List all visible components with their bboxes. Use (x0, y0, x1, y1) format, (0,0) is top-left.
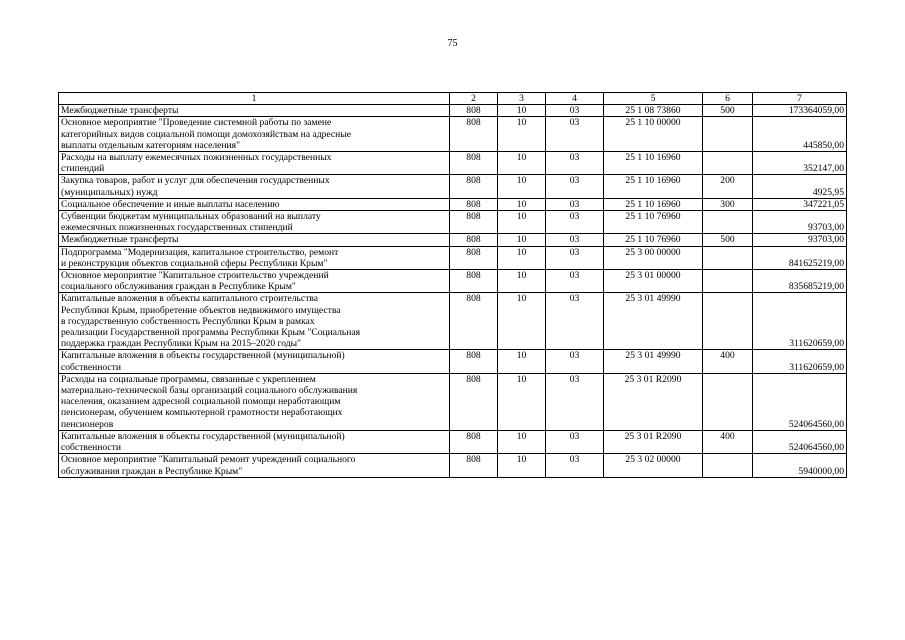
row-target-article-cell: 25 1 08 73860 (604, 105, 703, 117)
table-body (59, 93, 847, 478)
row-target-article-cell: 25 3 01 00000 (604, 270, 703, 293)
table-row (59, 454, 847, 477)
row-ministry-code-cell: 808 (450, 152, 498, 175)
row-section-cell: 10 (498, 246, 546, 269)
row-target-article-cell: 25 1 10 00000 (604, 117, 703, 152)
row-ministry-code-cell: 808 (450, 270, 498, 293)
table-row (59, 430, 847, 453)
table-row (59, 270, 847, 293)
row-amount-cell: 445850,00 (753, 117, 847, 152)
row-expense-type-cell (703, 211, 753, 234)
row-section-cell: 10 (498, 430, 546, 453)
header-cell-3: 3 (498, 93, 546, 105)
row-name-cell: Капитальные вложения в объекты капитального строительства Республики Крым, приобретение объектов недвижимого имущества в государственную собственность Республики Крым в рамках реализации Государственной программы Республики Крым "Социальная поддержка граждан Республики Крым на 2015–2020 годы" (59, 293, 450, 350)
row-target-article-cell: 25 1 10 76960 (604, 211, 703, 234)
row-expense-type-cell: 400 (703, 350, 753, 373)
row-ministry-code-cell: 808 (450, 430, 498, 453)
row-section-cell: 10 (498, 270, 546, 293)
row-ministry-code-cell: 808 (450, 117, 498, 152)
row-subsection-cell: 03 (546, 373, 604, 430)
header-cell-1: 1 (59, 93, 450, 105)
table-row (59, 246, 847, 269)
table-row (59, 211, 847, 234)
row-expense-type-cell: 300 (703, 198, 753, 210)
row-expense-type-cell: 400 (703, 430, 753, 453)
row-amount-cell: 352147,00 (753, 152, 847, 175)
row-name-cell: Закупка товаров, работ и услуг для обеспечения государственных (муниципальных) нужд (59, 175, 450, 198)
row-target-article-cell: 25 3 02 00000 (604, 454, 703, 477)
row-amount-cell: 5940000,00 (753, 454, 847, 477)
row-target-article-cell: 25 1 10 16960 (604, 175, 703, 198)
row-section-cell: 10 (498, 293, 546, 350)
row-expense-type-cell (703, 117, 753, 152)
row-section-cell: 10 (498, 117, 546, 152)
row-name-cell: Расходы на социальные программы, связанные с укреплением материально-технической базы организаций социального обслуживания населения, оказанием адресной социальной помощи неработающим пенсионерам, обучением компьютерной грамотности неработающих пенсионеров (59, 373, 450, 430)
row-name-cell: Основное мероприятие "Проведение системной работы по замене категорийных видов социальной помощи домохозяйствам на адресные выплаты отдельным категориям населения" (59, 117, 450, 152)
row-expense-type-cell (703, 246, 753, 269)
row-name-cell: Капитальные вложения в объекты государственной (муниципальной) собственности (59, 350, 450, 373)
table-row (59, 234, 847, 246)
row-subsection-cell: 03 (546, 105, 604, 117)
row-expense-type-cell (703, 270, 753, 293)
budget-table (58, 92, 847, 478)
row-target-article-cell: 25 3 01 R2090 (604, 373, 703, 430)
row-section-cell: 10 (498, 105, 546, 117)
row-subsection-cell: 03 (546, 198, 604, 210)
row-amount-cell: 173364059,00 (753, 105, 847, 117)
row-subsection-cell: 03 (546, 211, 604, 234)
row-ministry-code-cell: 808 (450, 293, 498, 350)
row-amount-cell: 835685219,00 (753, 270, 847, 293)
header-cell-5: 5 (604, 93, 703, 105)
row-name-cell: Капитальные вложения в объекты государственной (муниципальной) собственности (59, 430, 450, 453)
header-cell-6: 6 (703, 93, 753, 105)
row-ministry-code-cell: 808 (450, 246, 498, 269)
table-row (59, 350, 847, 373)
row-target-article-cell: 25 1 10 16960 (604, 152, 703, 175)
row-amount-cell: 311620659,00 (753, 293, 847, 350)
row-section-cell: 10 (498, 350, 546, 373)
table-header-row (59, 93, 847, 105)
row-expense-type-cell (703, 152, 753, 175)
row-expense-type-cell: 500 (703, 234, 753, 246)
row-expense-type-cell (703, 373, 753, 430)
row-expense-type-cell: 200 (703, 175, 753, 198)
row-target-article-cell: 25 3 00 00000 (604, 246, 703, 269)
row-subsection-cell: 03 (546, 152, 604, 175)
table-row (59, 152, 847, 175)
row-target-article-cell: 25 3 01 49990 (604, 293, 703, 350)
row-subsection-cell: 03 (546, 117, 604, 152)
row-section-cell: 10 (498, 211, 546, 234)
row-amount-cell: 524064560,00 (753, 373, 847, 430)
row-section-cell: 10 (498, 234, 546, 246)
row-expense-type-cell: 500 (703, 105, 753, 117)
table-row (59, 373, 847, 430)
row-name-cell: Расходы на выплату ежемесячных пожизненных государственных стипендий (59, 152, 450, 175)
row-section-cell: 10 (498, 198, 546, 210)
row-ministry-code-cell: 808 (450, 211, 498, 234)
row-section-cell: 10 (498, 152, 546, 175)
row-subsection-cell: 03 (546, 293, 604, 350)
row-amount-cell: 93703,00 (753, 211, 847, 234)
row-ministry-code-cell: 808 (450, 350, 498, 373)
row-name-cell: Социальное обеспечение и иные выплаты населению (59, 198, 450, 210)
row-ministry-code-cell: 808 (450, 373, 498, 430)
header-cell-4: 4 (546, 93, 604, 105)
table-row (59, 293, 847, 350)
row-section-cell: 10 (498, 454, 546, 477)
row-subsection-cell: 03 (546, 234, 604, 246)
row-section-cell: 10 (498, 373, 546, 430)
row-name-cell: Основное мероприятие "Капитальный ремонт учреждений социального обслуживания граждан в Республике Крым" (59, 454, 450, 477)
row-ministry-code-cell: 808 (450, 234, 498, 246)
row-section-cell: 10 (498, 175, 546, 198)
row-subsection-cell: 03 (546, 246, 604, 269)
row-ministry-code-cell: 808 (450, 105, 498, 117)
row-target-article-cell: 25 3 01 R2090 (604, 430, 703, 453)
row-amount-cell: 347221,05 (753, 198, 847, 210)
row-amount-cell: 93703,00 (753, 234, 847, 246)
row-expense-type-cell (703, 454, 753, 477)
row-ministry-code-cell: 808 (450, 198, 498, 210)
row-ministry-code-cell: 808 (450, 454, 498, 477)
row-name-cell: Основное мероприятие "Капитальное строительство учреждений социального обслуживания граждан в Республике Крым" (59, 270, 450, 293)
row-subsection-cell: 03 (546, 175, 604, 198)
table-row (59, 105, 847, 117)
row-name-cell: Подпрограмма "Модернизация, капитальное строительство, ремонт и реконструкция объектов социальной сферы Республики Крым" (59, 246, 450, 269)
header-cell-7: 7 (753, 93, 847, 105)
header-cell-2: 2 (450, 93, 498, 105)
row-subsection-cell: 03 (546, 430, 604, 453)
table-row (59, 175, 847, 198)
table-row (59, 117, 847, 152)
row-target-article-cell: 25 1 10 76960 (604, 234, 703, 246)
row-subsection-cell: 03 (546, 454, 604, 477)
row-name-cell: Межбюджетные трансферты (59, 234, 450, 246)
row-expense-type-cell (703, 293, 753, 350)
table-row (59, 198, 847, 210)
row-name-cell: Субвенции бюджетам муниципальных образований на выплату ежемесячных пожизненных государственных стипендий (59, 211, 450, 234)
row-target-article-cell: 25 1 10 16960 (604, 198, 703, 210)
row-amount-cell: 524064560,00 (753, 430, 847, 453)
row-ministry-code-cell: 808 (450, 175, 498, 198)
row-name-cell: Межбюджетные трансферты (59, 105, 450, 117)
row-amount-cell: 311620659,00 (753, 350, 847, 373)
row-amount-cell: 841625219,00 (753, 246, 847, 269)
page-number: 75 (447, 38, 458, 49)
row-amount-cell: 4925,95 (753, 175, 847, 198)
row-subsection-cell: 03 (546, 270, 604, 293)
row-target-article-cell: 25 3 01 49990 (604, 350, 703, 373)
row-subsection-cell: 03 (546, 350, 604, 373)
